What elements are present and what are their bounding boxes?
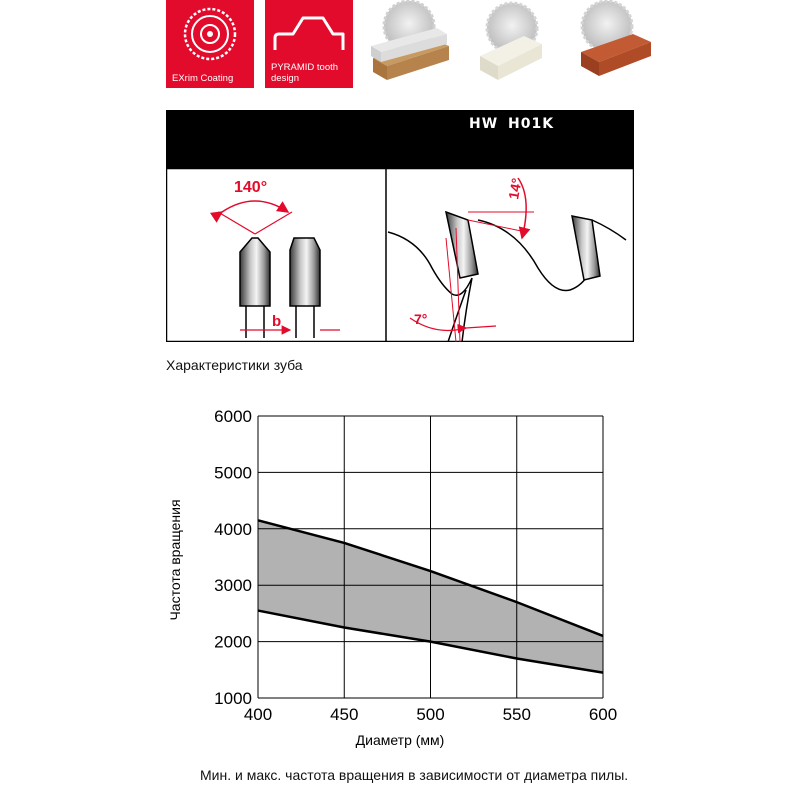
badge-label: EXrim Coating: [172, 73, 234, 84]
rake-angle-label: 14°: [505, 176, 525, 201]
rpm-chart: [160, 408, 640, 758]
y-tick-label: 5000: [214, 463, 252, 483]
plastic-material-icon: [468, 0, 556, 88]
y-tick-label: 3000: [214, 576, 252, 596]
y-tick-label: 4000: [214, 519, 252, 539]
x-tick-label: 450: [330, 705, 359, 724]
x-tick-labels: [244, 705, 617, 724]
tooth-geometry-diagram: [166, 168, 634, 342]
x-tick-label: 500: [416, 705, 445, 724]
badge-exrim-coating: [166, 0, 254, 88]
badge-pyramid-tooth: [265, 0, 353, 88]
y-axis-label: Частота вращения: [167, 499, 183, 621]
chart-caption: Мин. и макс. частота вращения в зависимости от диаметра пилы.: [200, 767, 629, 783]
width-label: b: [272, 313, 282, 330]
y-tick-label: 2000: [214, 632, 252, 652]
x-axis-label: Диаметр (мм): [355, 732, 445, 748]
clearance-angle-label: 7°: [414, 311, 428, 327]
product-code: HW H01K: [469, 116, 555, 132]
y-tick-label: 6000: [214, 408, 252, 426]
x-tick-label: 600: [588, 705, 618, 724]
top-angle-label: 140°: [234, 179, 268, 196]
product-header-bar: [166, 110, 634, 168]
y-tick-labels: [214, 408, 252, 708]
saw-blade-icon: [166, 0, 254, 70]
x-tick-label: 550: [502, 705, 531, 724]
y-tick-label: 1000: [214, 689, 252, 708]
wood-material-icon: [365, 0, 453, 88]
tooth-caption: Характеристики зуба: [166, 357, 303, 373]
brick-material-icon: [567, 0, 655, 88]
x-tick-label: 400: [243, 705, 273, 724]
badge-label: PYRAMID tooth design: [271, 62, 339, 84]
pyramid-tooth-icon: [265, 0, 353, 70]
